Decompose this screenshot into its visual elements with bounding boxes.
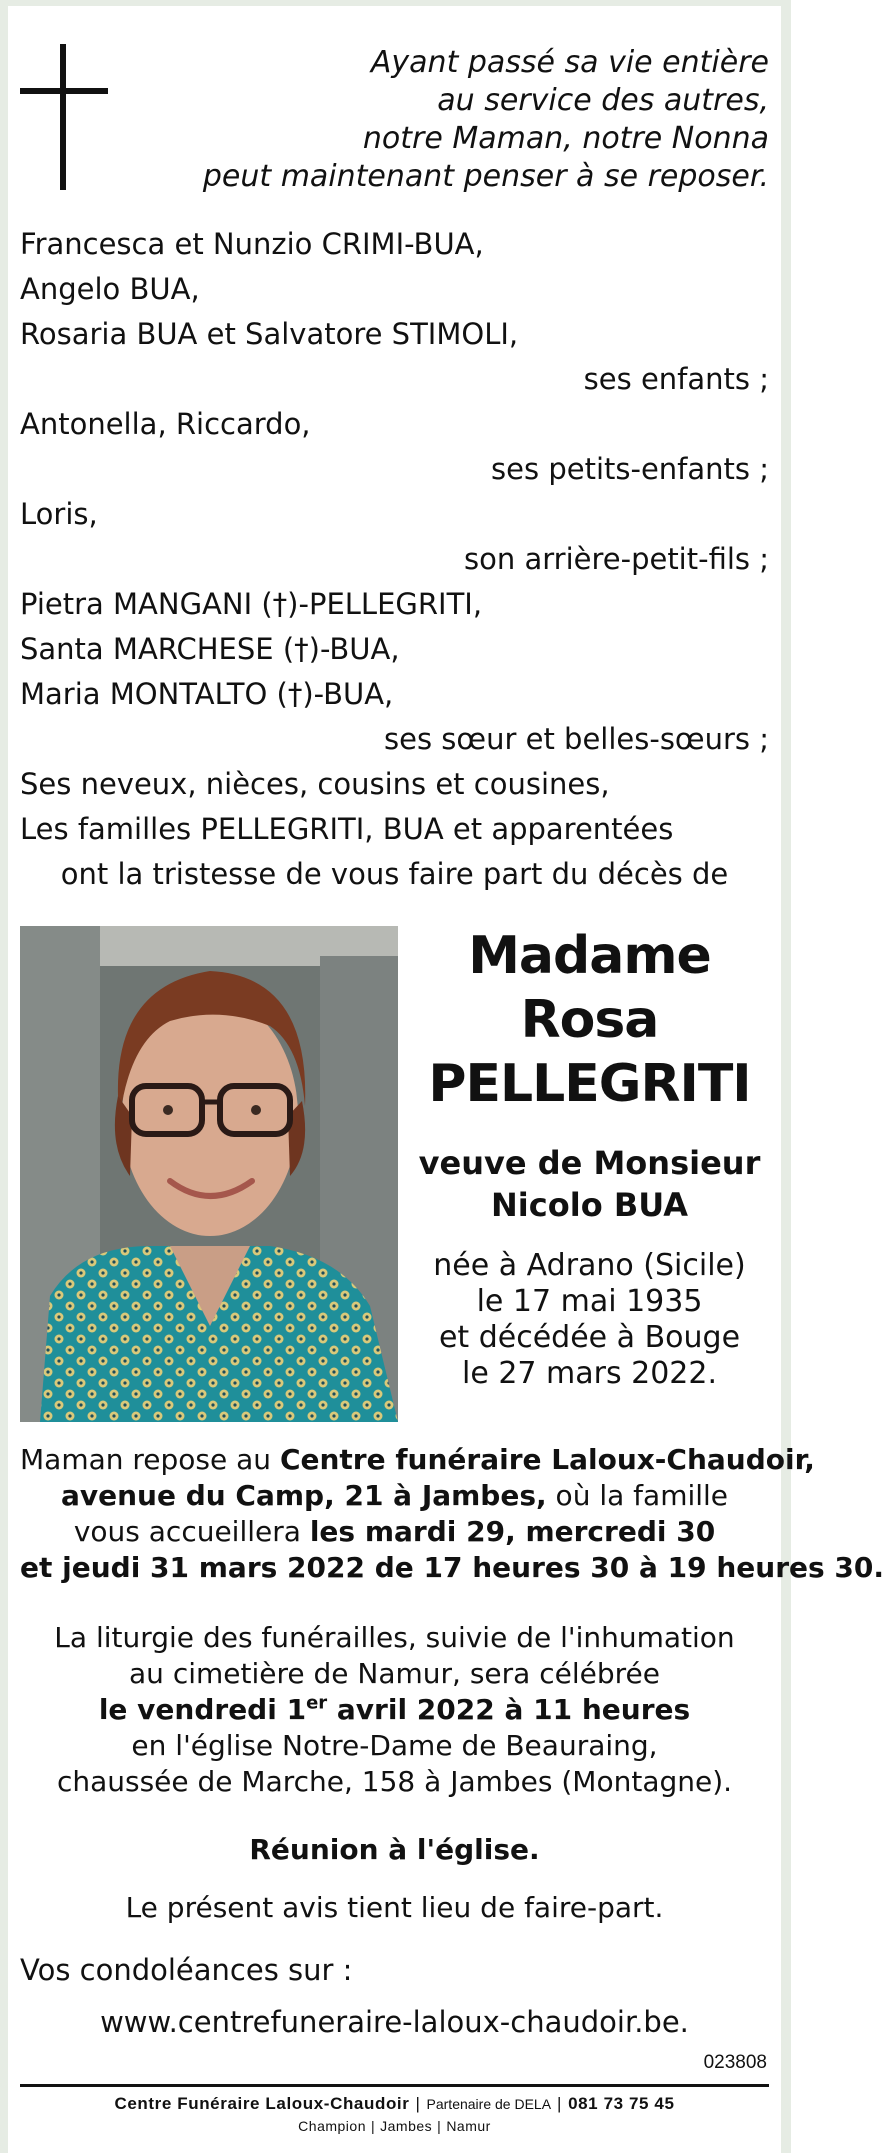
notice-note: Le présent avis tient lieu de faire-part. (125, 1891, 664, 1924)
visitation-info: Maman repose au Centre funéraire Laloux-Chaudoir, avenue du Camp, 21 à Jambes, où la famille vous accueillera les mardi 29, mercredi 30 et jeudi 31 mars 2022 de 17 heures 30 à 19 heures 30. (20, 1443, 884, 1584)
epigraph-line: au service des autres, (437, 83, 769, 118)
family-line: Antonella, Riccardo, (20, 407, 311, 441)
family-line: Ses neveux, nièces, cousins et cousines, (20, 767, 610, 801)
family-relation: ses petits-enfants ; (491, 452, 769, 486)
family-relation: ses sœur et belles-sœurs ; (384, 722, 769, 756)
epigraph-line: notre Maman, notre Nonna (362, 121, 769, 156)
family-line: Pietra MANGANI (†)-PELLEGRITI, (20, 587, 483, 621)
deceased-block (410, 924, 769, 1392)
birth-death-details: née à Adrano (Sicile) le 17 mai 1935 et décédée à Bouge le 27 mars 2022. (433, 1248, 746, 1391)
family-line: Loris, (20, 497, 98, 531)
family-relation: ses enfants ; (583, 362, 769, 396)
phone-number[interactable]: 081 73 75 45 (568, 2094, 675, 2113)
family-line: Francesca et Nunzio CRIMI-BUA, (20, 227, 484, 261)
family-line: Rosaria BUA et Salvatore STIMOLI, (20, 317, 519, 351)
footer-divider (20, 2084, 769, 2087)
deceased-last-name: PELLEGRITI (428, 1054, 751, 1114)
family-line: Angelo BUA, (20, 272, 200, 306)
widow-of: veuve de Monsieur Nicolo BUA (418, 1144, 761, 1224)
family-relation: son arrière-petit-fils ; (464, 542, 769, 576)
funeral-home-name: Centre Funéraire Laloux-Chaudoir (114, 2094, 410, 2113)
footer-locations: Champion | Jambes | Namur (298, 2118, 491, 2134)
reference-number: 023808 (703, 2052, 767, 2073)
announcement-line: ont la tristesse de vous faire part du décès de (60, 857, 729, 891)
funeral-info: La liturgie des funérailles, suivie de l'inhumation au cimetière de Namur, sera célébrée le vendredi 1er avril 2022 à 11 heures en l'église Notre-Dame de Beauraing, chaussée de Marche, 158 à Jambes (Montagne). (54, 1621, 735, 1798)
family-line: Santa MARCHESE (†)-BUA, (20, 632, 400, 666)
deceased-first-name: Rosa (520, 990, 659, 1050)
family-line: Maria MONTALTO (†)-BUA, (20, 677, 394, 711)
deceased-title: Madame (468, 926, 711, 986)
family-line: Les familles PELLEGRITI, BUA et apparentées (20, 812, 674, 846)
family-list (20, 222, 769, 897)
condolences-label: Vos condoléances sur : (20, 1953, 353, 1987)
epigraph-line: peut maintenant penser à se reposer. (202, 159, 769, 194)
epigraph (203, 44, 769, 196)
portrait-photo (20, 926, 398, 1422)
website-link[interactable]: www.centrefuneraire-laloux-chaudoir.be. (100, 2005, 689, 2039)
partner-label: Partenaire de DELA (426, 2096, 552, 2112)
footer-main: Centre Funéraire Laloux-Chaudoir | Partenaire de DELA | 081 73 75 45 (114, 2094, 675, 2113)
epigraph-line: Ayant passé sa vie entière (370, 45, 769, 80)
reunion-note: Réunion à l'église. (249, 1833, 540, 1866)
